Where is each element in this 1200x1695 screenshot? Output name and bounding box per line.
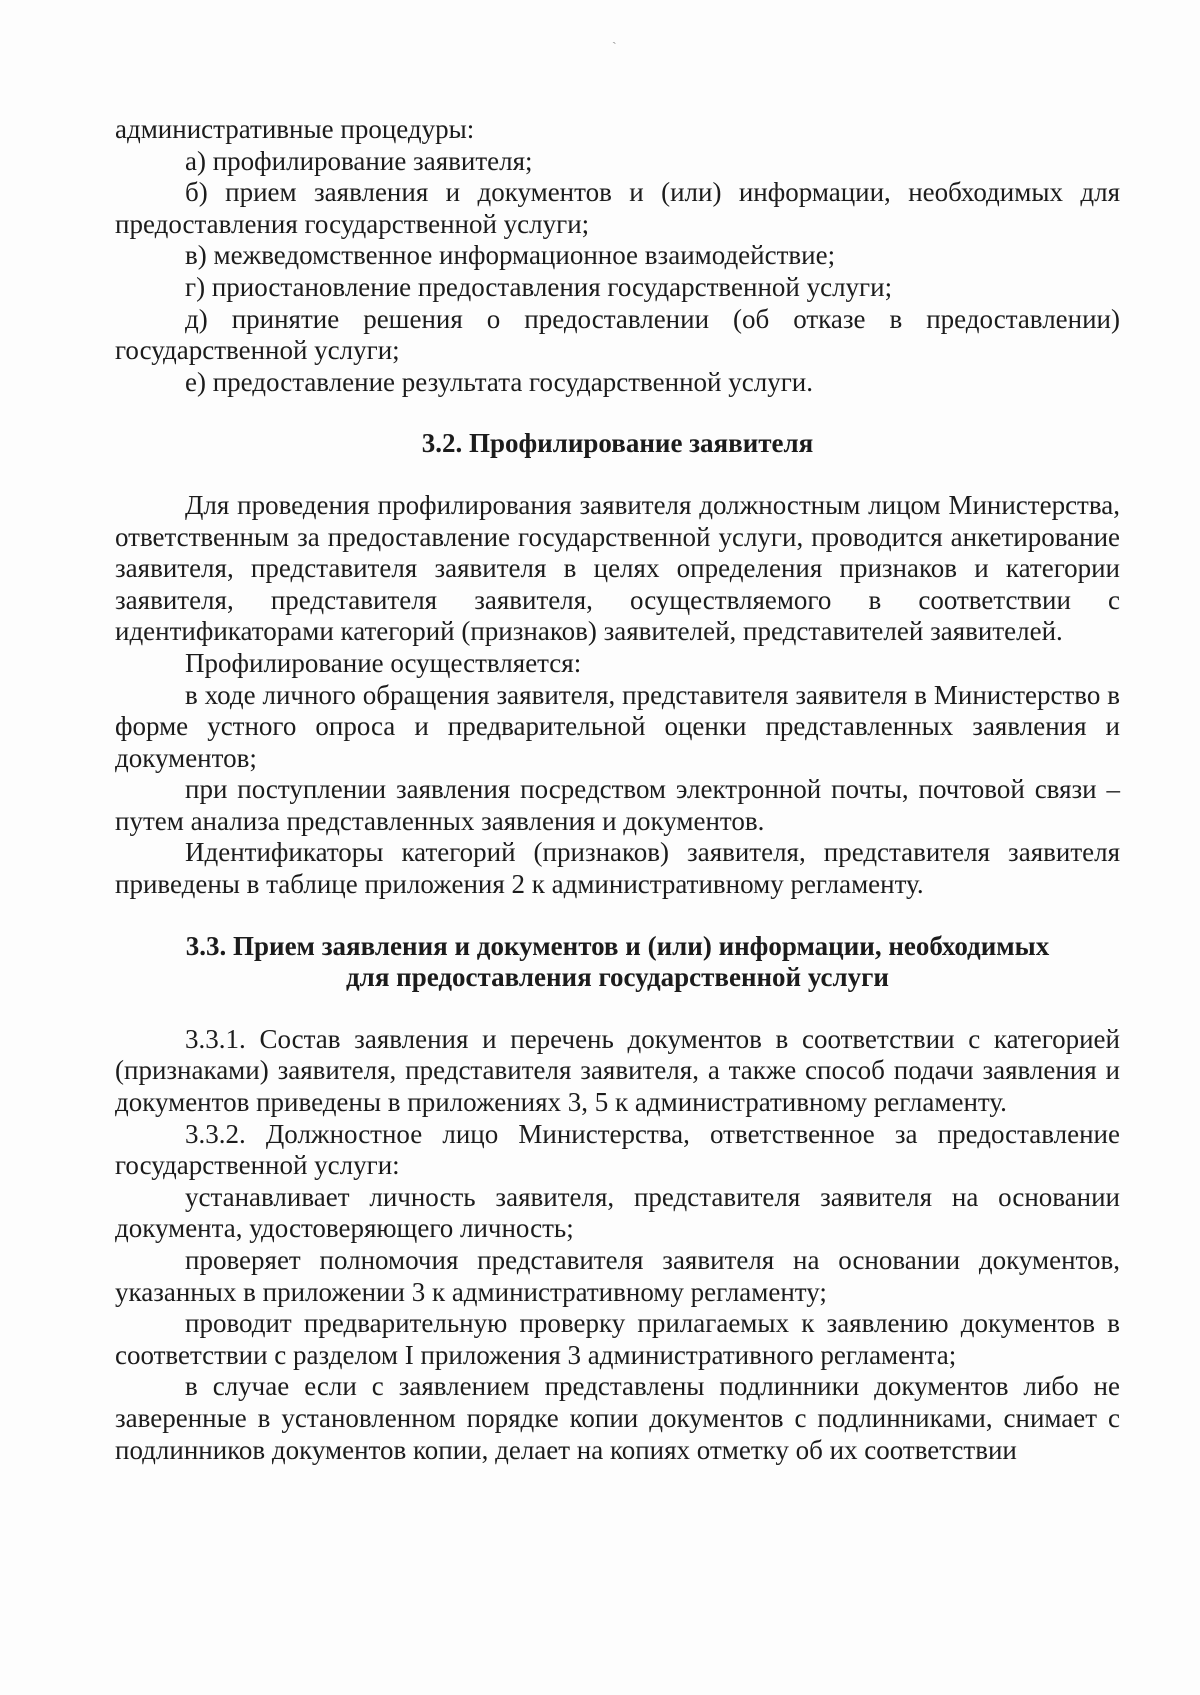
section-3-3-heading — [115, 931, 1120, 994]
document-body — [115, 114, 1120, 1466]
paragraph: при поступлении заявления посредством электронной почты, почтовой связи – путем анализа представленных заявления и документов. — [115, 774, 1120, 836]
paragraph: проводит предварительную проверку прилагаемых к заявлению документов в соответствии с разделом I приложения 3 административного регламента; — [115, 1308, 1120, 1370]
paragraph: Профилирование осуществляется: — [185, 647, 582, 678]
intro-line: административные процедуры: — [115, 114, 475, 144]
paragraph: 3.3.1. Состав заявления и перечень документов в соответствии с категорией (признаками) заявителя, представителя заявителя, а также способ подачи заявления и документов приведены в приложениях 3, 5 к административному регламенту. — [115, 1023, 1120, 1118]
section-3-3-heading-line-2: для предоставления государственной услуги — [346, 962, 889, 993]
scan-artifact-mark: ˎ — [612, 30, 617, 45]
paragraph: в случае если с заявлением представлены подлинники документов либо не заверенные в установленном порядке копии документов с подлинниками, снимает с подлинников документов копии, делает на копиях отметку об их соответствии — [115, 1371, 1120, 1465]
section-3-2-content — [115, 490, 1120, 901]
section-3-3-heading-line-1: 3.3. Прием заявления и документов и (или) информации, необходимых — [185, 930, 1050, 961]
list-item-a: а) профилирование заявителя; — [185, 145, 533, 176]
section-3-3-content — [115, 1024, 1120, 1466]
list-item-b: б) прием заявления и документов и (или) информации, необходимых для предоставления государственной услуги; — [115, 177, 1120, 239]
paragraph: в ходе личного обращения заявителя, представителя заявителя в Министерство в форме устного опроса и предварительной оценки представленных заявления и документов; — [115, 679, 1120, 773]
paragraph: Для проведения профилирования заявителя должностным лицом Министерства, ответственным за предоставление государственной услуги, проводится анкетирование заявителя, представителя заявителя в целях определения признаков и категории заявителя, представителя заявителя, осуществляемого в соответствии с идентификаторами категорий (признаков) заявителей, представителей заявителей. — [115, 489, 1120, 647]
list-item-g: г) приостановление предоставления государственной услуги; — [185, 271, 893, 302]
list-item-d: д) принятие решения о предоставлении (об отказе в предоставлении) государственной услуги; — [115, 303, 1120, 366]
section-3-2-heading: 3.2. Профилирование заявителя — [421, 428, 814, 459]
paragraph: Идентификаторы категорий (признаков) заявителя, представителя заявителя приведены в таблице приложения 2 к административному регламенту. — [115, 837, 1120, 900]
paragraph: проверяет полномочия представителя заявителя на основании документов, указанных в приложении 3 к административному регламенту; — [115, 1245, 1120, 1307]
paragraph: 3.3.2. Должностное лицо Министерства, ответственное за предоставление государственной услуги: — [115, 1118, 1120, 1181]
paragraph: устанавливает личность заявителя, представителя заявителя на основании документа, удостоверяющего личность; — [115, 1181, 1120, 1244]
list-item-e: е) предоставление результата государственной услуги. — [185, 366, 813, 397]
list-item-v: в) межведомственное информационное взаимодействие; — [185, 240, 836, 271]
